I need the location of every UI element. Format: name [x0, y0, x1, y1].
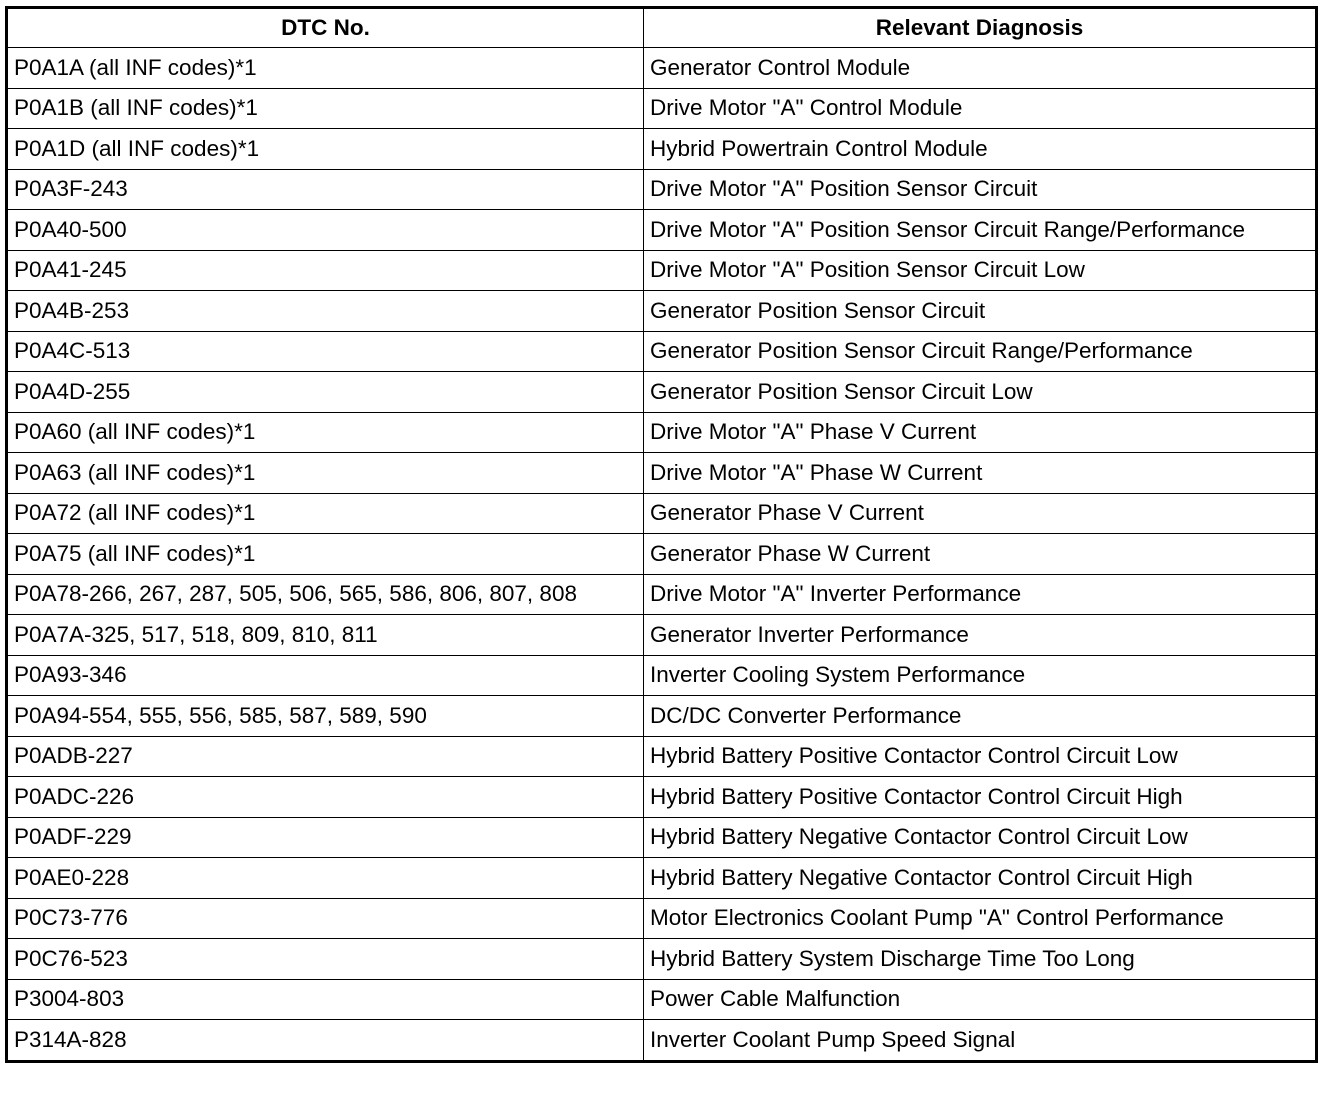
table-row	[7, 655, 1317, 696]
diagnosis-cell: Drive Motor "A" Phase V Current	[644, 412, 1317, 453]
diagnosis-cell: Hybrid Battery Negative Contactor Control Circuit Low	[644, 817, 1317, 858]
dtc-code-cell: P0A1B (all INF codes)*1	[7, 88, 644, 129]
dtc-code-cell: P0A4B-253	[7, 291, 644, 332]
table-header	[7, 8, 1317, 48]
dtc-code-cell: P0C73-776	[7, 898, 644, 939]
diagnosis-cell: Drive Motor "A" Control Module	[644, 88, 1317, 129]
diagnosis-cell: Inverter Coolant Pump Speed Signal	[644, 1020, 1317, 1062]
table-row	[7, 412, 1317, 453]
diagnosis-cell: Drive Motor "A" Inverter Performance	[644, 574, 1317, 615]
table-row	[7, 817, 1317, 858]
dtc-code-cell: P0C76-523	[7, 939, 644, 980]
diagnosis-cell: Hybrid Powertrain Control Module	[644, 129, 1317, 170]
table-row	[7, 129, 1317, 170]
table-row	[7, 331, 1317, 372]
dtc-code-cell: P0A1D (all INF codes)*1	[7, 129, 644, 170]
diagnosis-cell: Generator Phase V Current	[644, 493, 1317, 534]
dtc-code-cell: P3004-803	[7, 979, 644, 1020]
diagnosis-cell: Generator Inverter Performance	[644, 615, 1317, 656]
table-row	[7, 858, 1317, 899]
dtc-code-cell: P0ADB-227	[7, 736, 644, 777]
table-body	[7, 48, 1317, 1062]
table-row	[7, 48, 1317, 89]
diagnosis-cell: Hybrid Battery Positive Contactor Control Circuit Low	[644, 736, 1317, 777]
dtc-code-cell: P314A-828	[7, 1020, 644, 1062]
table-row	[7, 210, 1317, 251]
header-dtc-no: DTC No.	[7, 8, 644, 48]
dtc-code-cell: P0A7A-325, 517, 518, 809, 810, 811	[7, 615, 644, 656]
table-row	[7, 250, 1317, 291]
diagnosis-cell: DC/DC Converter Performance	[644, 696, 1317, 737]
dtc-table	[5, 6, 1318, 1063]
table-row	[7, 493, 1317, 534]
table-row	[7, 898, 1317, 939]
diagnosis-cell: Inverter Cooling System Performance	[644, 655, 1317, 696]
header-row	[7, 8, 1317, 48]
diagnosis-cell: Hybrid Battery Negative Contactor Control Circuit High	[644, 858, 1317, 899]
dtc-code-cell: P0A60 (all INF codes)*1	[7, 412, 644, 453]
dtc-code-cell: P0A93-346	[7, 655, 644, 696]
dtc-code-cell: P0A41-245	[7, 250, 644, 291]
table-row	[7, 574, 1317, 615]
diagnosis-cell: Generator Position Sensor Circuit Low	[644, 372, 1317, 413]
dtc-code-cell: P0A63 (all INF codes)*1	[7, 453, 644, 494]
table-row	[7, 372, 1317, 413]
table-row	[7, 291, 1317, 332]
dtc-code-cell: P0A75 (all INF codes)*1	[7, 534, 644, 575]
diagnosis-cell: Hybrid Battery System Discharge Time Too Long	[644, 939, 1317, 980]
dtc-code-cell: P0ADF-229	[7, 817, 644, 858]
table-row	[7, 696, 1317, 737]
diagnosis-cell: Generator Position Sensor Circuit	[644, 291, 1317, 332]
diagnosis-cell: Generator Control Module	[644, 48, 1317, 89]
dtc-code-cell: P0A94-554, 555, 556, 585, 587, 589, 590	[7, 696, 644, 737]
header-relevant-diagnosis: Relevant Diagnosis	[644, 8, 1317, 48]
table-row	[7, 88, 1317, 129]
dtc-code-cell: P0ADC-226	[7, 777, 644, 818]
table-row	[7, 169, 1317, 210]
dtc-code-cell: P0A40-500	[7, 210, 644, 251]
table-row	[7, 939, 1317, 980]
dtc-code-cell: P0A78-266, 267, 287, 505, 506, 565, 586, 806, 807, 808	[7, 574, 644, 615]
table-row	[7, 1020, 1317, 1062]
table-row	[7, 453, 1317, 494]
table-row	[7, 777, 1317, 818]
diagnosis-cell: Drive Motor "A" Position Sensor Circuit Low	[644, 250, 1317, 291]
dtc-code-cell: P0A1A (all INF codes)*1	[7, 48, 644, 89]
diagnosis-cell: Motor Electronics Coolant Pump "A" Control Performance	[644, 898, 1317, 939]
diagnosis-cell: Hybrid Battery Positive Contactor Control Circuit High	[644, 777, 1317, 818]
dtc-code-cell: P0A4C-513	[7, 331, 644, 372]
diagnosis-cell: Power Cable Malfunction	[644, 979, 1317, 1020]
diagnosis-cell: Generator Phase W Current	[644, 534, 1317, 575]
diagnosis-cell: Drive Motor "A" Position Sensor Circuit Range/Performance	[644, 210, 1317, 251]
diagnosis-cell: Drive Motor "A" Position Sensor Circuit	[644, 169, 1317, 210]
table-row	[7, 534, 1317, 575]
dtc-code-cell: P0A72 (all INF codes)*1	[7, 493, 644, 534]
table-row	[7, 979, 1317, 1020]
dtc-code-cell: P0AE0-228	[7, 858, 644, 899]
dtc-code-cell: P0A3F-243	[7, 169, 644, 210]
table-row	[7, 615, 1317, 656]
table-row	[7, 736, 1317, 777]
diagnosis-cell: Drive Motor "A" Phase W Current	[644, 453, 1317, 494]
diagnosis-cell: Generator Position Sensor Circuit Range/Performance	[644, 331, 1317, 372]
dtc-code-cell: P0A4D-255	[7, 372, 644, 413]
